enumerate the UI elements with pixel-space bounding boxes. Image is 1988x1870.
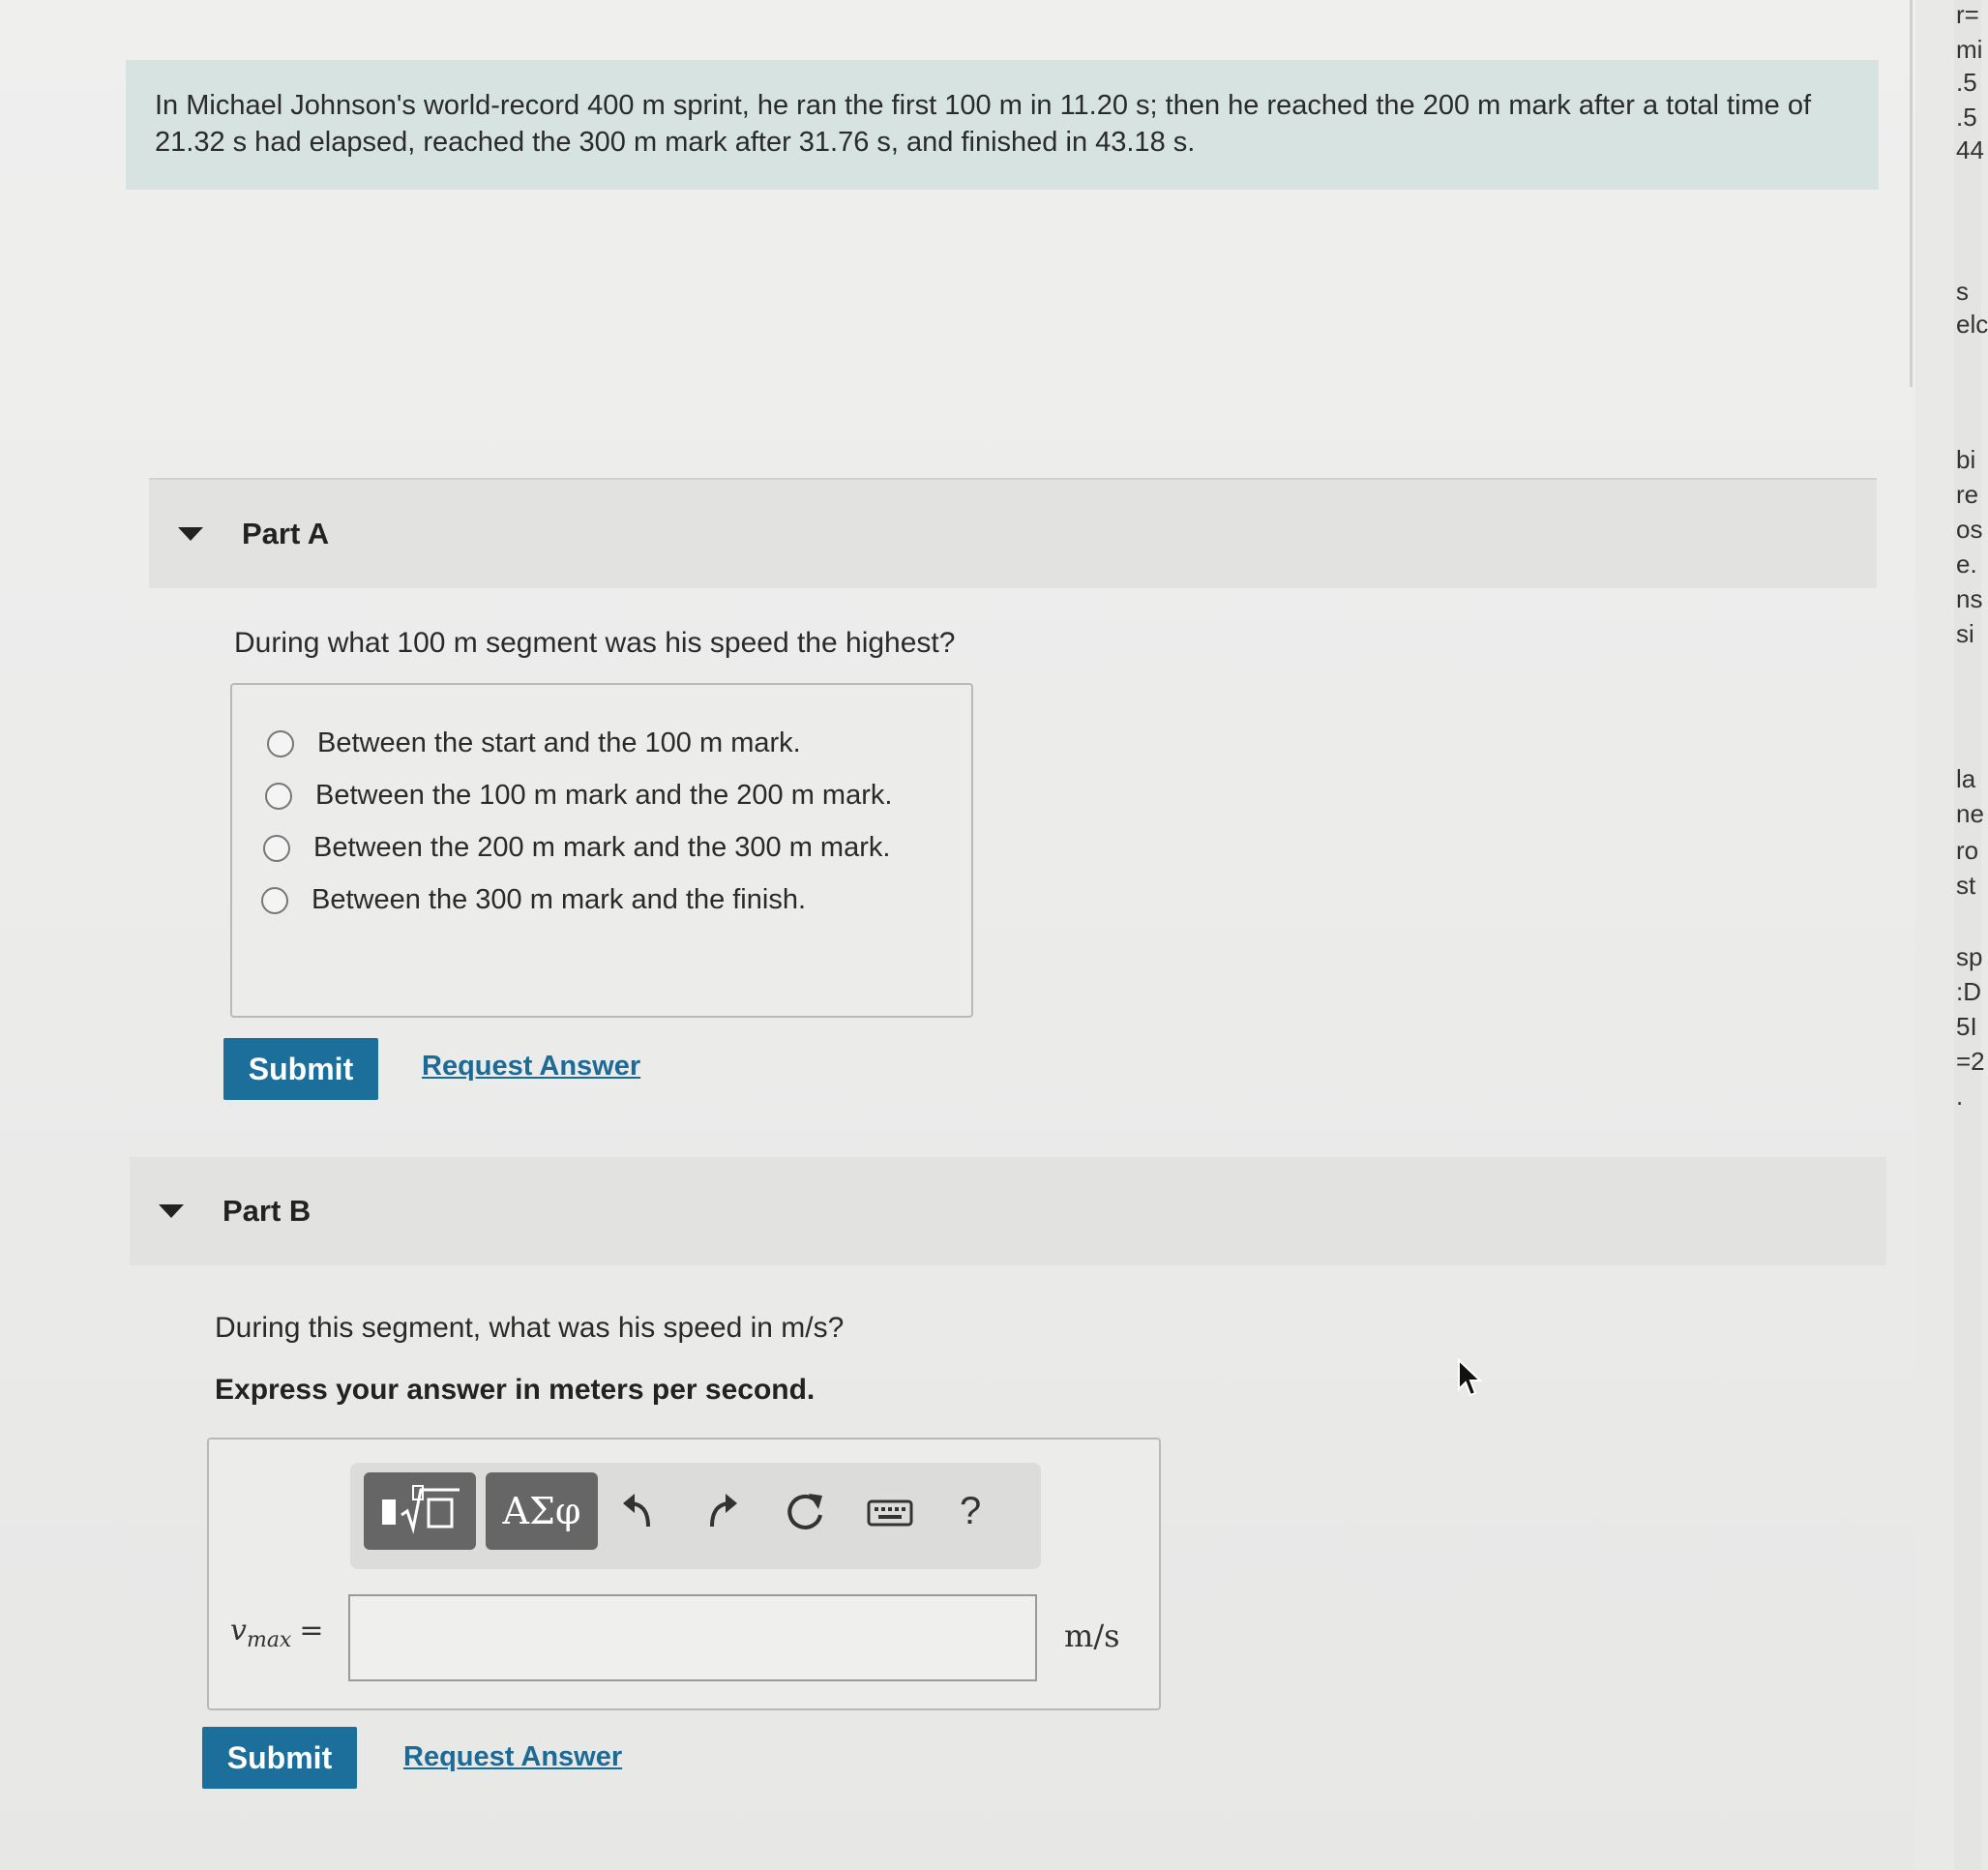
choice-option-4[interactable] bbox=[261, 884, 806, 916]
redo-icon[interactable] bbox=[702, 1488, 741, 1539]
part-a-request-answer-link[interactable]: Request Answer bbox=[422, 1051, 641, 1082]
edge-fragment: e. bbox=[1956, 549, 1977, 579]
edge-fragment: r= bbox=[1956, 0, 1979, 29]
edge-fragment: ns bbox=[1956, 584, 1983, 613]
edge-fragment: elc bbox=[1956, 310, 1988, 339]
part-b-submit-button[interactable]: Submit bbox=[202, 1727, 357, 1789]
choice-list bbox=[230, 683, 973, 1018]
part-a-title: Part A bbox=[242, 517, 330, 550]
edge-fragment: .5 bbox=[1956, 103, 1977, 132]
choice-label: Between the start and the 100 m mark. bbox=[317, 727, 801, 758]
help-icon[interactable]: ? bbox=[960, 1490, 982, 1532]
variable-symbol: v bbox=[230, 1614, 247, 1647]
edge-fragment: . bbox=[1956, 1082, 1964, 1111]
unit-label: m/s bbox=[1064, 1618, 1120, 1654]
edge-fragment: =2 bbox=[1956, 1047, 1985, 1076]
edge-fragment: la bbox=[1956, 764, 1976, 793]
part-b-title: Part B bbox=[223, 1194, 312, 1228]
edge-fragment: mi bbox=[1956, 35, 1983, 64]
undo-icon[interactable] bbox=[619, 1488, 658, 1539]
adjacent-panel-edge bbox=[1954, 0, 1988, 1870]
scroll-divider bbox=[1910, 0, 1913, 387]
edge-fragment: 5I bbox=[1956, 1012, 1977, 1041]
part-b-header[interactable] bbox=[130, 1157, 1886, 1265]
edge-fragment: s bbox=[1956, 277, 1969, 306]
radio-button[interactable] bbox=[265, 783, 292, 810]
part-b-instruction: Express your answer in meters per second. bbox=[215, 1374, 816, 1406]
edge-fragment: ne bbox=[1956, 799, 1984, 828]
choice-label: Between the 300 m mark and the finish. bbox=[312, 884, 807, 915]
edge-fragment: bi bbox=[1956, 445, 1976, 474]
collapse-triangle-icon[interactable] bbox=[159, 1204, 184, 1218]
edge-fragment: ro bbox=[1956, 836, 1979, 865]
keyboard-icon[interactable] bbox=[867, 1498, 913, 1533]
answer-box bbox=[207, 1438, 1161, 1710]
collapse-triangle-icon[interactable] bbox=[178, 527, 203, 541]
template-button[interactable] bbox=[364, 1472, 476, 1550]
edge-fragment: .5 bbox=[1956, 68, 1977, 97]
reset-icon[interactable] bbox=[782, 1488, 828, 1541]
math-toolbar bbox=[350, 1463, 1041, 1569]
choice-option-2[interactable] bbox=[265, 780, 892, 812]
choice-label: Between the 100 m mark and the 200 m mark. bbox=[315, 780, 893, 811]
equals-sign: = bbox=[299, 1614, 324, 1647]
radio-button[interactable] bbox=[261, 887, 288, 914]
choice-label: Between the 200 m mark and the 300 m mark. bbox=[313, 832, 891, 863]
edge-fragment: os bbox=[1956, 515, 1983, 544]
edge-fragment: st bbox=[1956, 871, 1976, 900]
part-a-submit-button[interactable]: Submit bbox=[223, 1038, 378, 1100]
variable-subscript: max bbox=[246, 1628, 292, 1652]
radio-button[interactable] bbox=[263, 835, 290, 862]
problem-intro bbox=[126, 60, 1879, 190]
greek-symbols-button[interactable]: ΑΣφ bbox=[486, 1472, 598, 1550]
problem-intro-text: In Michael Johnson's world-record 400 m sprint, he ran the first 100 m in 11.20 s; then he reached the 200 m mark after a total time of 21.32 s had elapsed, reached the 300 m mark after 31.76 s, and finished in 43.18 s. bbox=[155, 90, 1812, 158]
choice-option-3[interactable] bbox=[263, 832, 890, 864]
choice-option-1[interactable] bbox=[267, 727, 801, 759]
part-b-request-answer-link[interactable]: Request Answer bbox=[403, 1741, 623, 1772]
edge-fragment: 44 bbox=[1956, 135, 1984, 164]
part-a-question: During what 100 m segment was his speed the highest? bbox=[234, 627, 956, 659]
mouse-pointer-icon bbox=[1457, 1358, 1482, 1404]
template-icon bbox=[376, 1482, 463, 1540]
edge-fragment: sp bbox=[1956, 942, 1983, 971]
variable-label bbox=[230, 1614, 323, 1652]
radio-button[interactable] bbox=[267, 730, 294, 757]
part-b-question: During this segment, what was his speed in m/s? bbox=[215, 1312, 845, 1344]
edge-fragment: re bbox=[1956, 480, 1979, 509]
answer-input[interactable] bbox=[348, 1594, 1037, 1681]
part-a-header[interactable] bbox=[149, 480, 1877, 588]
edge-fragment: :D bbox=[1956, 977, 1981, 1006]
edge-fragment: si bbox=[1956, 619, 1974, 648]
